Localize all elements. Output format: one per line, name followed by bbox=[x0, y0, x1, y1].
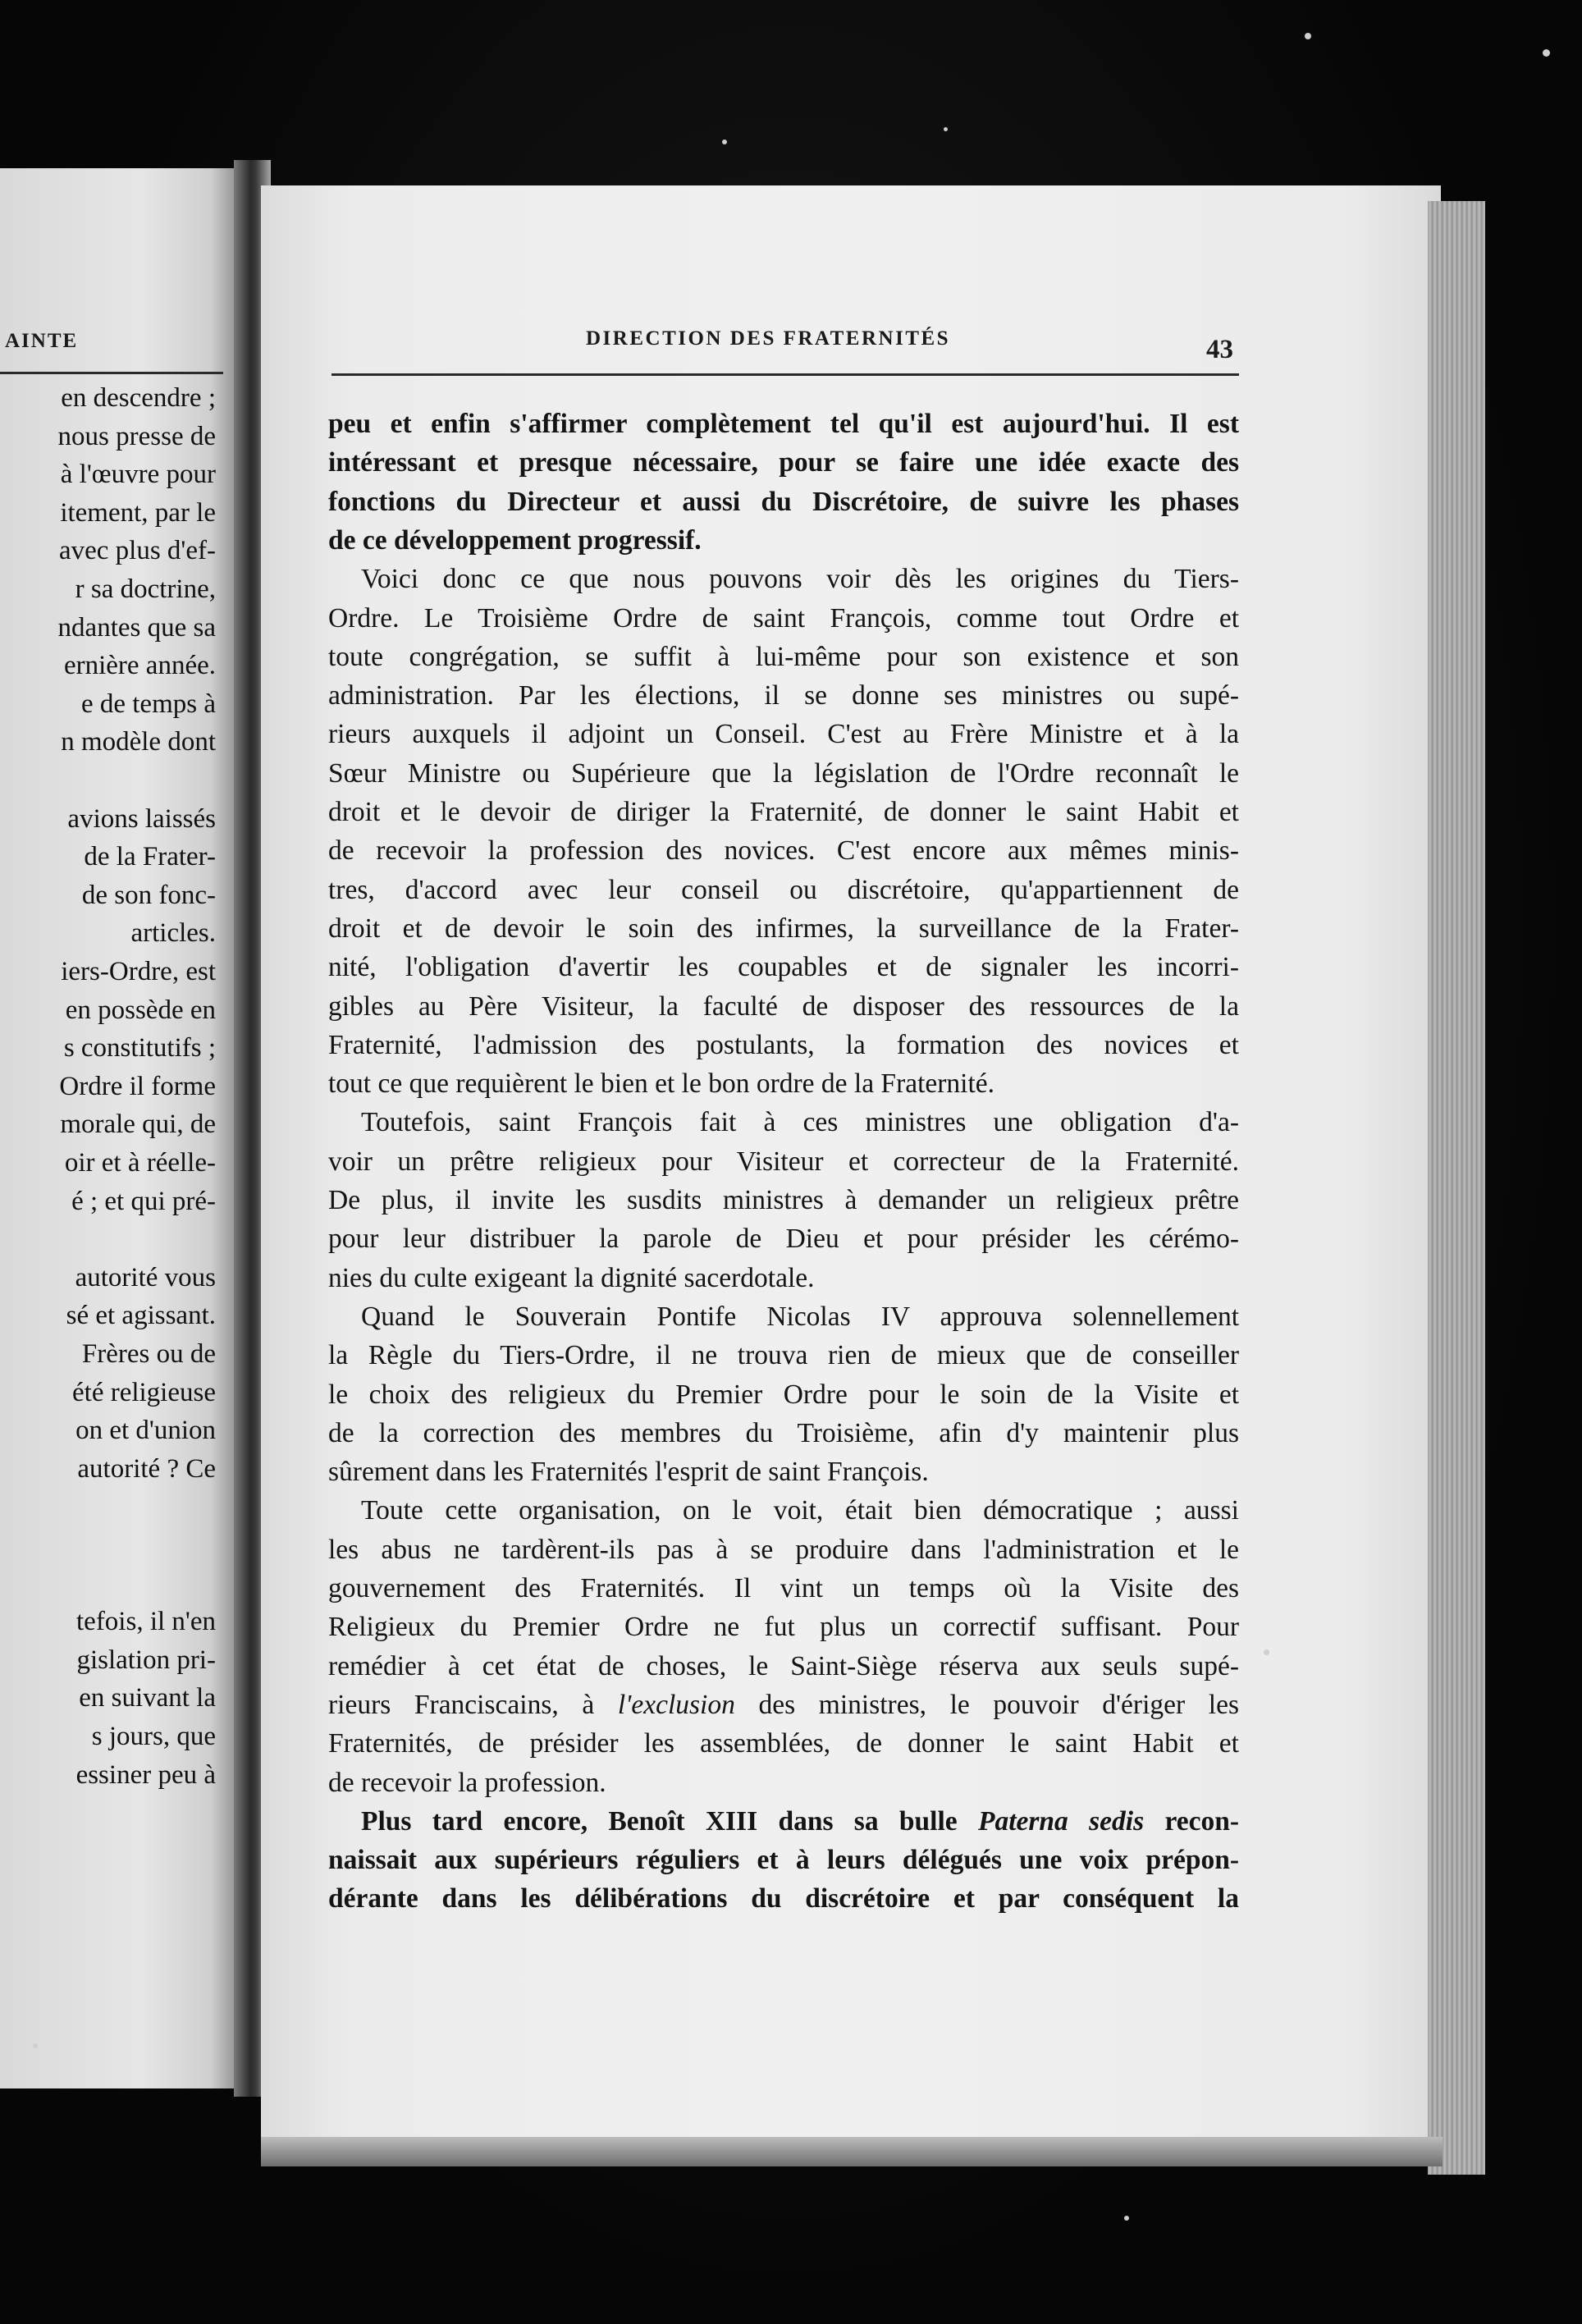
body-text-line: tres, d'accord avec leur conseil ou discrétoire, qu'appartiennent de bbox=[328, 874, 1239, 905]
body-text-line: les abus ne tardèrent-ils pas à se produire dans l'administration et le bbox=[328, 1534, 1239, 1565]
left-text-line: sé et agissant. bbox=[66, 1301, 216, 1331]
body-text-line: fonctions du Directeur et aussi du Discrétoire, de suivre les phases bbox=[328, 486, 1239, 517]
body-text-line: Ordre. Le Troisième Ordre de saint François, comme tout Ordre et bbox=[328, 602, 1239, 634]
left-text-line: été religieuse bbox=[72, 1377, 216, 1407]
left-text-line: ernière année. bbox=[63, 651, 216, 681]
body-text-line: Fraternité, l'admission des postulants, la formation des novices et bbox=[328, 1029, 1239, 1060]
left-text-line: s constitutifs ; bbox=[63, 1033, 216, 1064]
left-text-line: autorité ? Ce bbox=[77, 1453, 216, 1484]
body-text-line: droit et de devoir le soin des infirmes, la surveillance de la Frater- bbox=[328, 913, 1239, 944]
left-running-head: AINTE bbox=[5, 330, 79, 352]
left-text-line: avions laissés bbox=[67, 803, 216, 834]
left-text-line: de la Frater- bbox=[84, 842, 216, 872]
body-text-line: toute congrégation, se suffit à lui-même pour son existence et son bbox=[328, 641, 1239, 672]
page-edge bbox=[1428, 201, 1485, 2175]
page-number: 43 bbox=[1206, 335, 1233, 364]
left-text-line: autorité vous bbox=[75, 1262, 216, 1292]
left-text-line: n modèle dont bbox=[61, 727, 216, 757]
body-text-line: rieurs auxquels il adjoint un Conseil. C'est au Frère Ministre et à la bbox=[328, 719, 1239, 750]
left-text-line: r sa doctrine, bbox=[75, 574, 216, 604]
page-bottom-shadow bbox=[261, 2137, 1443, 2166]
body-text-line: Voici donc ce que nous pouvons voir dès les origines du Tiers- bbox=[361, 564, 1239, 595]
left-text-line: itement, par le bbox=[60, 497, 216, 528]
body-text-line: Quand le Souverain Pontife Nicolas IV approuva solennellement bbox=[361, 1301, 1239, 1332]
left-text-line: en possède en bbox=[65, 995, 216, 1025]
body-text-line: dérante dans les délibérations du discrétoire et par conséquent la bbox=[328, 1883, 1239, 1915]
left-text-line: oir et à réelle- bbox=[64, 1148, 216, 1178]
left-text-line: tefois, il n'en bbox=[76, 1607, 216, 1637]
left-text-line: e de temps à bbox=[80, 689, 216, 719]
body-text-line: gouvernement des Fraternités. Il vint un temps où la Visite des bbox=[328, 1573, 1239, 1603]
left-page bbox=[0, 168, 234, 2088]
left-text-line: iers-Ordre, est bbox=[61, 957, 216, 986]
body-text-line: droit et le devoir de diriger la Fraternité, de donner le saint Habit et bbox=[328, 797, 1239, 827]
left-text-line: de son fonc- bbox=[81, 880, 216, 910]
left-text-line: Ordre il forme bbox=[59, 1071, 216, 1101]
body-text-line: remédier à cet état de choses, le Saint-Siège réserva aux seuls supé- bbox=[328, 1650, 1239, 1681]
body-text-line: de recevoir la profession des novices. C'est encore aux mêmes minis- bbox=[328, 835, 1239, 867]
left-text-line: en descendre ; bbox=[61, 383, 216, 413]
running-head: DIRECTION DES FRATERNITÉS bbox=[586, 327, 951, 350]
body-text-line: Religieux du Premier Ordre ne fut plus un correctif suffisant. Pour bbox=[328, 1612, 1239, 1643]
body-text-line: de recevoir la profession. bbox=[328, 1767, 606, 1798]
body-text-line: nies du culte exigeant la dignité sacerdotale. bbox=[328, 1262, 815, 1293]
body-text-line: Fraternités, de présider les assemblées, de donner le saint Habit et bbox=[328, 1728, 1239, 1759]
body-text-line: la Règle du Tiers-Ordre, il ne trouva rien de mieux que de conseiller bbox=[328, 1340, 1239, 1371]
body-text-line: Sœur Ministre ou Supérieure que la législation de l'Ordre reconnaît le bbox=[328, 757, 1239, 789]
left-text-line: morale qui, de bbox=[60, 1109, 216, 1140]
body-text-line: administration. Par les élections, il se donne ses ministres ou supé- bbox=[328, 680, 1239, 711]
body-text-line: sûrement dans les Fraternités l'esprit de saint François. bbox=[328, 1457, 929, 1488]
body-text-line: rieurs Franciscains, à l'exclusion des ministres, le pouvoir d'ériger les bbox=[328, 1689, 1239, 1720]
body-text-line: de ce développement progressif. bbox=[328, 524, 702, 556]
left-text-line: s jours, que bbox=[91, 1722, 216, 1751]
left-text-line: en suivant la bbox=[79, 1683, 216, 1713]
body-text-line: de la correction des membres du Troisième, afin d'y maintenir plus bbox=[328, 1417, 1239, 1448]
head-rule bbox=[331, 373, 1239, 376]
left-text-line: on et d'union bbox=[75, 1416, 216, 1446]
body-text-line: le choix des religieux du Premier Ordre pour le soin de la Visite et bbox=[328, 1379, 1239, 1410]
left-text-line: ndantes que sa bbox=[57, 612, 216, 643]
left-text-line: articles. bbox=[130, 918, 216, 949]
body-text-line: naissait aux supérieurs réguliers et à leurs délégués une voix prépon- bbox=[328, 1845, 1239, 1876]
body-text-line: Toute cette organisation, on le voit, était bien démocratique ; aussi bbox=[361, 1495, 1239, 1526]
body-text-line: peu et enfin s'affirmer complètement tel qu'il est aujourd'hui. Il est bbox=[328, 409, 1239, 439]
body-text-line: pour leur distribuer la parole de Dieu et pour présider les cérémo- bbox=[328, 1224, 1239, 1255]
left-text-line: Frères ou de bbox=[81, 1339, 216, 1369]
body-text-line: nité, l'obligation d'avertir les coupables et de signaler les incorri- bbox=[328, 952, 1239, 983]
left-text-line: essiner peu à bbox=[75, 1759, 216, 1790]
left-text-line: gislation pri- bbox=[76, 1645, 216, 1675]
left-text-line: à l'œuvre pour bbox=[60, 460, 216, 490]
body-text-line: tout ce que requièrent le bien et le bon ordre de la Fraternité. bbox=[328, 1068, 995, 1100]
body-text-line: Plus tard encore, Benoît XIII dans sa bulle Paterna sedis recon- bbox=[361, 1805, 1240, 1837]
left-text-line: avec plus d'ef- bbox=[58, 536, 216, 566]
body-text-line: De plus, il invite les susdits ministres à demander un religieux prêtre bbox=[328, 1185, 1239, 1215]
left-head-rule bbox=[0, 372, 223, 374]
body-text-line: Toutefois, saint François fait à ces ministres une obligation d'a- bbox=[361, 1107, 1239, 1138]
body-text-line: gibles au Père Visiteur, la faculté de disposer des ressources de la bbox=[328, 990, 1239, 1022]
body-text-line: voir un prêtre religieux pour Visiteur et correcteur de la Fraternité. bbox=[328, 1146, 1239, 1177]
left-text-line: nous presse de bbox=[57, 421, 216, 451]
left-text-line: é ; et qui pré- bbox=[71, 1186, 216, 1216]
body-text-line: intéressant et presque nécessaire, pour se faire une idée exacte des bbox=[328, 447, 1239, 478]
